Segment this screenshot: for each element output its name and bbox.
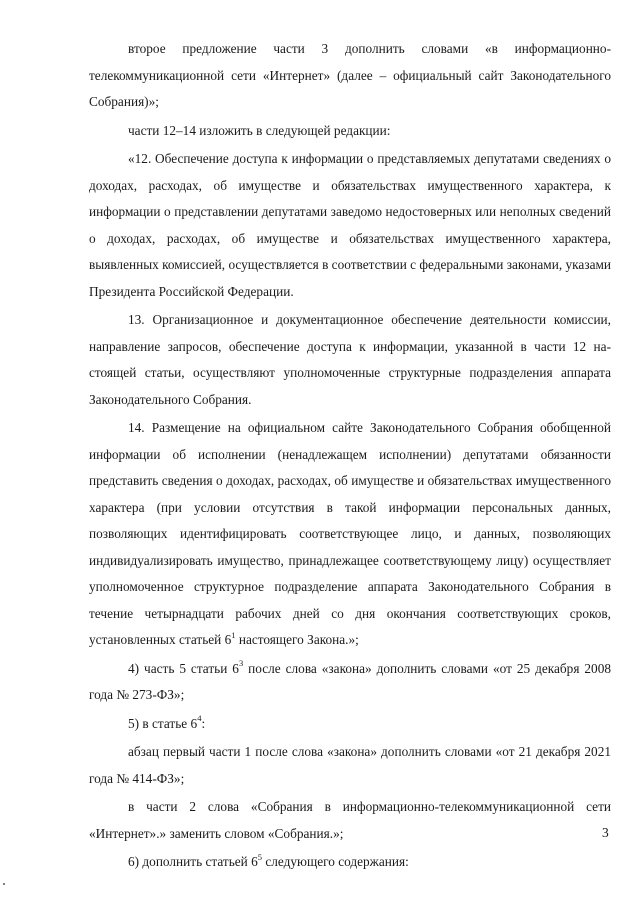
scan-artifact-dot [3, 883, 5, 885]
paragraph-p4 [89, 307, 611, 413]
page-number: 3 [602, 825, 609, 840]
paragraph-text: абзац первый части 1 после слова «закона» дополнить словами «от 21 декабря 2021 года № 414-ФЗ»; [89, 744, 611, 786]
paragraph-text: : [201, 715, 206, 731]
paragraph-p10 [89, 849, 611, 876]
superscript: 3 [238, 658, 244, 669]
paragraph-text: 13. Организационное и документационное обеспечение деятельности комиссии, направление запросов, обеспечение доступа к информации, указанной в части 12 настоящей статьи, осуществляют уполномоченные структурные подразделения аппарата Законодательного Собрания. [89, 312, 611, 407]
paragraph-p2 [89, 118, 611, 145]
paragraph-text: части 12–14 изложить в следующей редакции: [128, 122, 391, 138]
paragraph-p5 [89, 415, 611, 654]
document-body [89, 36, 611, 878]
paragraph-p1 [89, 36, 611, 116]
paragraph-p3 [89, 146, 611, 305]
paragraph-text: настоящего Закона.»; [235, 632, 359, 647]
paragraph-text: следующего содержания: [262, 854, 409, 869]
paragraph-text: «12. Обеспечение доступа к информации о представляемых депутатами сведениях о доходах, расходах, об имуществе и обязательствах имущественного характера, к информации о представлении депутатами заведомо недостоверных или неполных сведений о доходах, расходах, об имуществе и обязательствах имущественного характера, выявленных комиссией, осуществляется в соответствии с федеральными законами, указами Президента Российской Федерации. [89, 151, 611, 299]
paragraph-p7 [89, 711, 611, 738]
paragraph-text: после слова «закона» дополнить словами «от 25 декабря 2008 года № 273-ФЗ»; [89, 660, 611, 702]
paragraph-p9 [89, 794, 611, 847]
paragraph-text: 4) часть 5 статьи 6 [128, 660, 239, 676]
superscript: 4 [197, 713, 202, 724]
paragraph-text: 5) в статье 6 [128, 715, 198, 731]
paragraph-text: в части 2 слова «Собрания в информационно-телекоммуникационной сети «Интернет».» заменить словом «Собрания.»; [89, 799, 611, 841]
paragraph-text: 14. Размещение на официальном сайте Законодательного Собрания обобщенной информации об исполнении (ненадлежащем исполнении) депутатами обязанности представить сведения о доходах, расходах, об имуществе и обязательствах имущественного характера (при условии отсутствия в такой информации персональных данных, позволяющих идентифицировать соответствующее лицо, и данных, позволяющих индивидуализировать имущество, принадлежащее соответствующему лицу) осуществляет уполномоченное структурное подразделение аппарата Законодательного Собрания в течение четырнадцати рабочих дней со дня окончания соответствующих сроков, установленных статьей 6 [89, 420, 611, 647]
paragraph-text: 6) дополнить статьей 6 [128, 854, 258, 869]
paragraph-text: второе предложение части 3 дополнить словами «в информационно-телекоммуникационной сети «Интернет» (далее – официальный сайт Законодательного Собрания)»; [89, 41, 611, 109]
paragraph-p6 [89, 656, 611, 709]
paragraph-p8 [89, 739, 611, 792]
superscript: 1 [231, 629, 236, 640]
superscript: 5 [257, 851, 263, 862]
